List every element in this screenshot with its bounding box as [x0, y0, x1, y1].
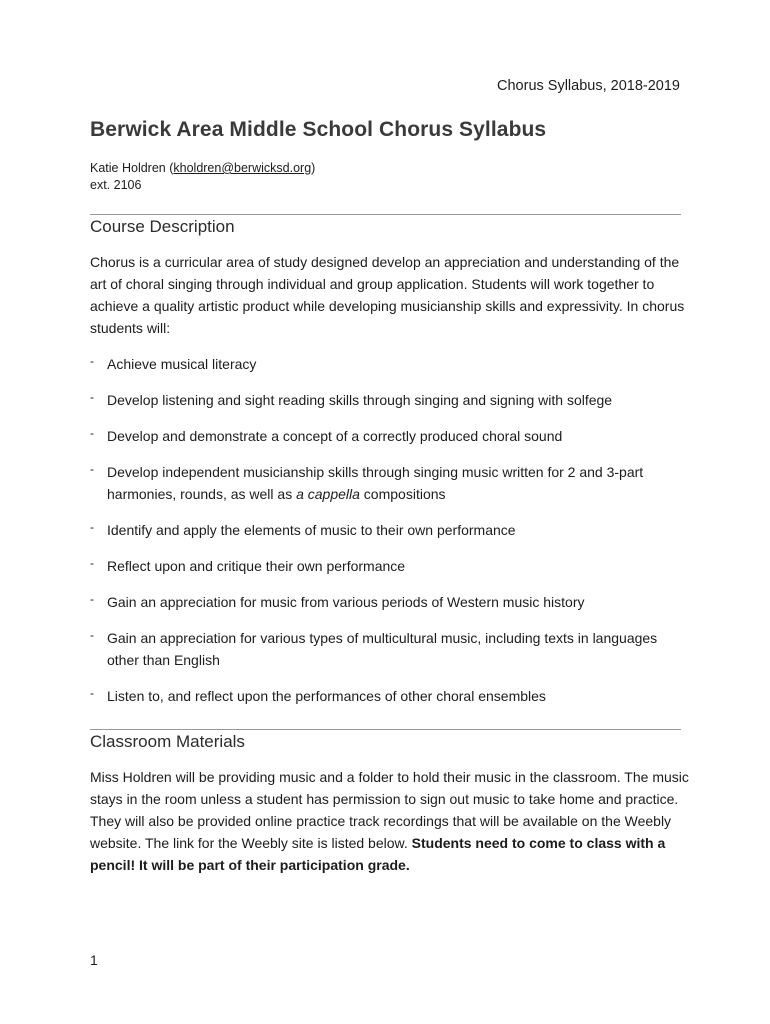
list-item-text: Develop listening and sight reading skills through singing and signing with solfege — [107, 392, 613, 408]
dash-marker: - — [90, 520, 94, 534]
classroom-materials-text: Miss Holdren will be providing music and a folder to hold their music in the classroom. The music stays in the room unless a student has permission to sign out music to take home and practice. They will also be provided online practice track recordings that will be available on the Weebly website. The link for the Weebly site is listed below. — [90, 769, 689, 851]
dash-marker: - — [90, 462, 94, 476]
open-paren: ( — [165, 161, 174, 175]
list-item-text: Develop and demonstrate a concept of a correctly produced choral sound — [107, 428, 563, 444]
list-item — [90, 461, 690, 505]
list-item — [90, 685, 690, 707]
list-item — [90, 555, 690, 577]
list-item-text: Listen to, and reflect upon the performances of other choral ensembles — [107, 688, 546, 704]
classroom-materials-heading: Classroom Materials — [90, 732, 245, 751]
list-item — [90, 627, 690, 671]
page-number: 1 — [90, 952, 98, 968]
course-description-intro: Chorus is a curricular area of study designed develop an appreciation and understanding of the art of choral singing through individual and group application. Students will work together to achieve a quality artistic product while developing musicianship skills and expressivity. In chorus students will: — [90, 254, 685, 336]
dash-marker: - — [90, 426, 94, 440]
page-title: Berwick Area Middle School Chorus Syllabus — [90, 118, 547, 141]
email-link[interactable]: kholdren@berwicksd.org — [173, 161, 312, 175]
contact-block — [90, 160, 315, 194]
list-item — [90, 353, 690, 375]
dash-marker: - — [90, 390, 94, 404]
contact-line — [90, 160, 315, 177]
list-item-text: Reflect upon and critique their own performance — [107, 558, 406, 574]
dash-marker: - — [90, 628, 94, 642]
dash-marker: - — [90, 556, 94, 570]
section-divider — [90, 214, 681, 215]
phone-extension: ext. 2106 — [90, 178, 142, 192]
list-item-text: Achieve musical literacy — [107, 356, 257, 372]
close-paren: ) — [311, 161, 316, 175]
list-item-italic-text: a cappella — [296, 486, 360, 502]
list-item — [90, 519, 690, 541]
list-item-text-after: compositions — [359, 486, 446, 502]
section-divider — [90, 729, 681, 730]
pencil-reminder: Students need to come to class with a pencil! It will be part of their participation grade. — [90, 835, 666, 873]
dash-marker: - — [90, 354, 94, 368]
running-header: Chorus Syllabus, 2018-2019 — [497, 78, 680, 94]
list-item-text: Gain an appreciation for music from various periods of Western music history — [107, 594, 585, 610]
list-item-text: Gain an appreciation for various types of multicultural music, including texts in languages other than English — [107, 630, 658, 668]
dash-marker: - — [90, 592, 94, 606]
list-item — [90, 425, 690, 447]
learning-objectives-list — [90, 353, 690, 721]
list-item-text: Identify and apply the elements of music to their own performance — [107, 522, 516, 538]
list-item — [90, 591, 690, 613]
classroom-materials-paragraph — [90, 766, 690, 876]
list-item — [90, 389, 690, 411]
dash-marker: - — [90, 686, 94, 700]
teacher-name: Katie Holdren — [90, 161, 166, 175]
list-item-text: Develop independent musicianship skills through singing music written for 2 and 3-part harmonies, rounds, as well as — [107, 464, 644, 502]
course-description-heading: Course Description — [90, 217, 235, 236]
